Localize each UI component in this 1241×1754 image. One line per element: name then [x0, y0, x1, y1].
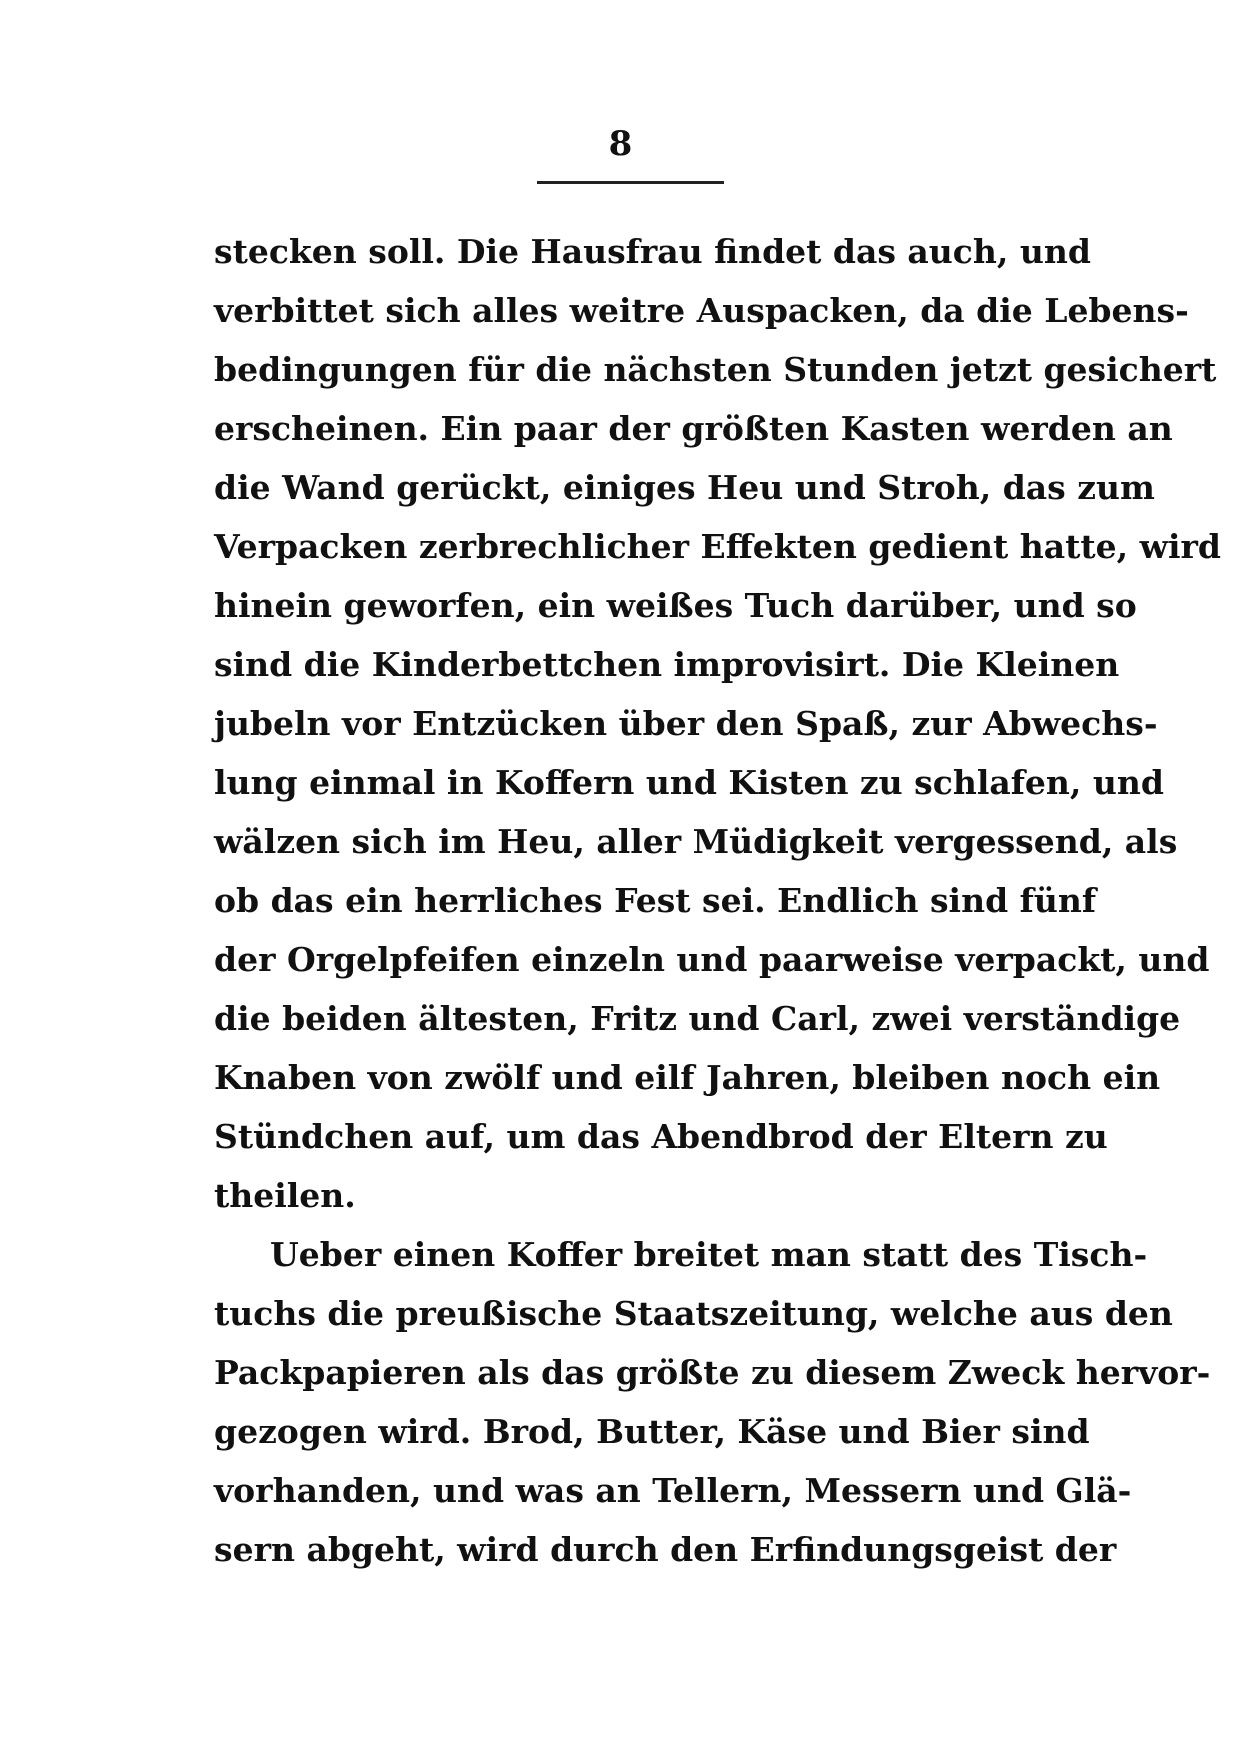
text-line: Stündchen auf, um das Abendbrod der Eltern zu	[214, 1117, 1108, 1156]
text-line: wälzen sich im Heu, aller Müdigkeit vergessend, als	[214, 822, 1178, 861]
text-line: ob das ein herrliches Fest sei. Endlich sind fünf	[214, 881, 1097, 920]
paragraph-1	[214, 222, 1221, 1225]
text-line: der Orgelpfeifen einzeln und paarweise verpackt, und	[214, 940, 1210, 979]
text-line: sern abgeht, wird durch den Erfindungsgeist der	[214, 1530, 1117, 1569]
text-line: Packpapieren als das größte zu diesem Zweck hervor-	[214, 1353, 1211, 1392]
text-line: jubeln vor Entzücken über den Spaß, zur Abwechs-	[214, 704, 1158, 743]
text-line: sind die Kinderbettchen improvisirt. Die Kleinen	[214, 645, 1120, 684]
text-line: vorhanden, und was an Tellern, Messern und Glä-	[214, 1471, 1132, 1510]
text-line: Verpacken zerbrechlicher Effekten gedient hatte, wird	[214, 527, 1221, 566]
paragraph-2	[214, 1225, 1211, 1579]
text-line: tuchs die preußische Staatszeitung, welche aus den	[214, 1294, 1173, 1333]
text-line: stecken soll. Die Hausfrau findet das auch, und	[214, 232, 1091, 271]
text-line: hinein geworfen, ein weißes Tuch darüber, und so	[214, 586, 1137, 625]
text-line: erscheinen. Ein paar der größten Kasten werden an	[214, 409, 1173, 448]
body-text	[214, 222, 1221, 1579]
text-line: theilen.	[214, 1176, 356, 1215]
text-line: die Wand gerückt, einiges Heu und Stroh, das zum	[214, 468, 1155, 507]
text-line: lung einmal in Koffern und Kisten zu schlafen, und	[214, 763, 1164, 802]
text-line: bedingungen für die nächsten Stunden jetzt gesichert	[214, 350, 1217, 389]
text-line: Ueber einen Koffer breitet man statt des Tisch-	[270, 1235, 1148, 1274]
text-line: gezogen wird. Brod, Butter, Käse und Bier sind	[214, 1412, 1090, 1451]
page-number: 8	[608, 124, 633, 164]
text-line: die beiden ältesten, Fritz und Carl, zwei verständige	[214, 999, 1181, 1038]
header-rule	[537, 181, 724, 184]
text-line: Knaben von zwölf und eilf Jahren, bleiben noch ein	[214, 1058, 1161, 1097]
text-line: verbittet sich alles weitre Auspacken, da die Lebens-	[214, 291, 1189, 330]
